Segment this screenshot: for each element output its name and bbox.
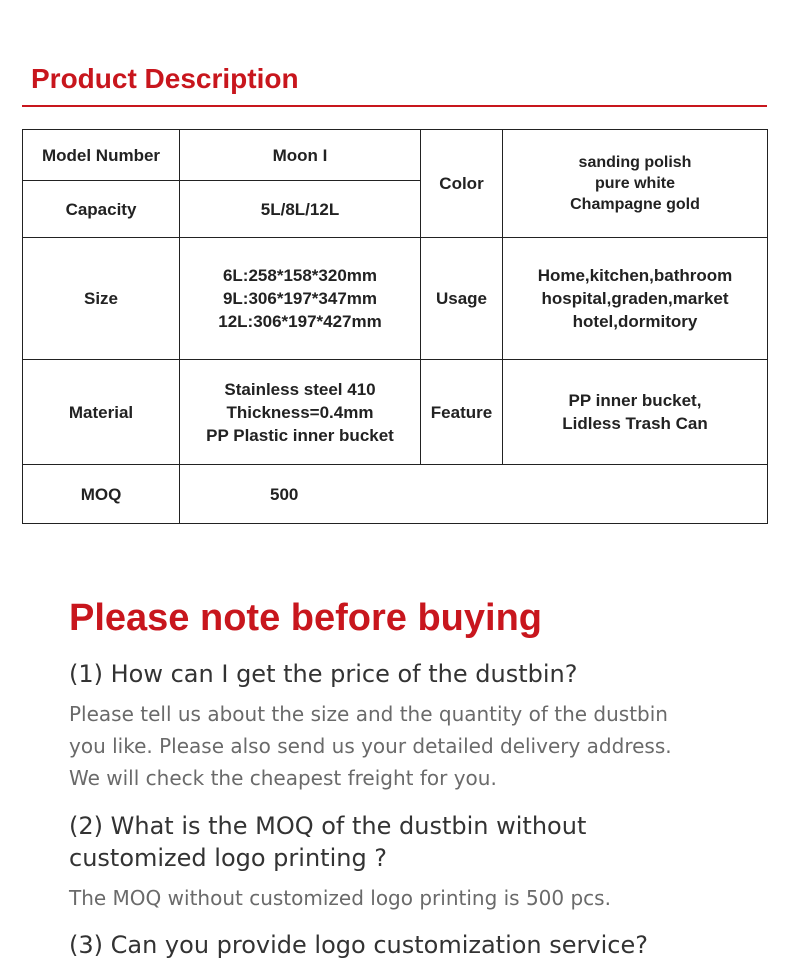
feature-line: PP inner bucket, (568, 391, 702, 410)
color-line: Champagne gold (570, 196, 700, 213)
usage-line: hospital,graden,market (541, 289, 729, 308)
feature-value (503, 360, 768, 465)
faq-answer-line: We will check the cheapest freight for you. (69, 766, 497, 790)
faq-question: (3) Can you provide logo customization service? (69, 931, 648, 959)
size-line: 6L:258*158*320mm (222, 266, 378, 285)
usage-value (503, 238, 768, 360)
usage-line: hotel,dormitory (572, 312, 698, 331)
notes-heading: Please note before buying (69, 597, 542, 639)
capacity-label: Capacity (23, 181, 180, 238)
material-label: Material (23, 360, 180, 465)
size-label: Size (23, 238, 180, 360)
feature-line: Lidless Trash Can (562, 414, 708, 433)
size-line: 12L:306*197*427mm (218, 312, 382, 331)
table-row (23, 360, 768, 465)
table-row (23, 130, 768, 181)
color-value (503, 130, 768, 238)
color-line: sanding polish (578, 154, 692, 171)
usage-label: Usage (421, 238, 503, 360)
model-number-value: Moon I (180, 130, 421, 181)
material-value (180, 360, 421, 465)
faq-question: customized logo printing ? (69, 844, 388, 872)
size-line: 9L:306*197*347mm (222, 289, 378, 308)
faq-answer-line: The MOQ without customized logo printing is 500 pcs. (69, 886, 611, 910)
faq-answer-line: you like. Please also send us your detailed delivery address. (69, 734, 672, 758)
color-label: Color (421, 130, 503, 238)
material-line: Thickness=0.4mm (226, 402, 374, 422)
section-title: Product Description (31, 63, 299, 94)
faq-answer-line: Please tell us about the size and the quantity of the dustbin (69, 702, 668, 726)
size-value (180, 238, 421, 360)
model-number-label: Model Number (23, 130, 180, 181)
capacity-value: 5L/8L/12L (180, 181, 421, 238)
faq-question: (2) What is the MOQ of the dustbin without (69, 812, 587, 840)
table-row (23, 238, 768, 360)
feature-label: Feature (421, 360, 503, 465)
usage-line: Home,kitchen,bathroom (537, 266, 733, 285)
table-row (23, 465, 768, 524)
spec-table (22, 129, 768, 524)
section-divider (22, 105, 767, 107)
faq-question: (1) How can I get the price of the dustbin? (69, 660, 578, 688)
material-line: PP Plastic inner bucket (206, 425, 394, 445)
moq-value: 500 (180, 465, 768, 524)
moq-label: MOQ (23, 465, 180, 524)
color-line: pure white (594, 175, 675, 192)
material-line: Stainless steel 410 (224, 379, 376, 399)
